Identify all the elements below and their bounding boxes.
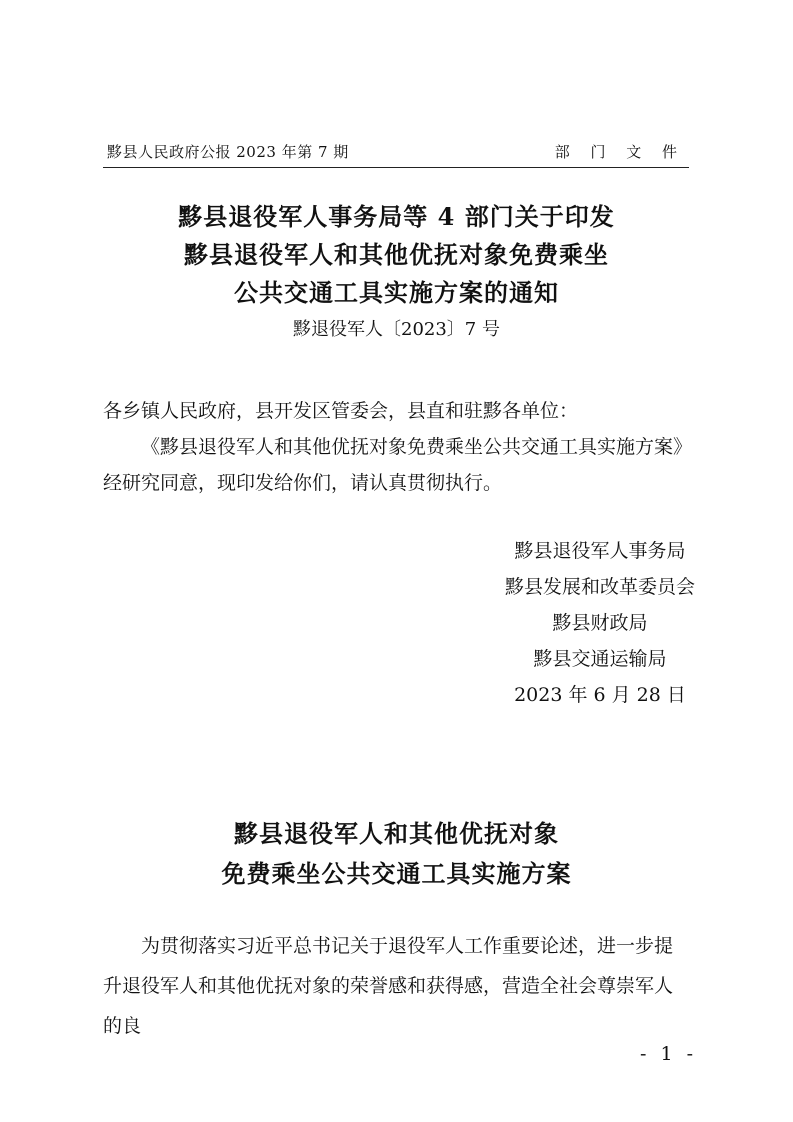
plan-title-line-1: 黟县退役军人和其他优抚对象 <box>234 819 559 848</box>
signatory-transport: 黟县交通运输局 <box>533 648 667 670</box>
addressee: 各乡镇人民政府，县开发区管委会，县直和驻黟各单位： <box>103 400 579 422</box>
notice-body-text: 《黟县退役军人和其他优抚对象免费乘坐公共交通工具实施方案》经研究同意，现印发给你们，请认真贯彻执行。 <box>103 436 683 494</box>
plan-intro-paragraph <box>103 926 689 1046</box>
notice-body-paragraph <box>103 429 689 501</box>
signatory-finance: 黟县财政局 <box>552 612 648 634</box>
notice-title-line-2: 黟县退役军人和其他优抚对象免费乘坐 <box>184 240 609 269</box>
plan-title <box>0 814 793 894</box>
plan-intro-text: 为贯彻落实习近平总书记关于退役军人工作重要论述，进一步提升退役军人和其他优抚对象的荣誉感和获得感，营造全社会尊崇军人的良 <box>103 935 674 1037</box>
notice-title-block <box>0 198 793 346</box>
document-number: 黟退役军人〔2023〕7 号 <box>293 319 500 340</box>
running-header <box>103 140 689 164</box>
header-divider <box>103 167 689 168</box>
signatory-veterans-affairs: 黟县退役军人事务局 <box>514 540 686 562</box>
notice-title-line-3: 公共交通工具实施方案的通知 <box>234 278 559 307</box>
notice-title-line-1: 黟县退役军人事务局等 4 部门关于印发 <box>178 202 615 231</box>
gazette-issue-label: 黟县人民政府公报 2023 年第 7 期 <box>107 143 349 161</box>
plan-title-line-2: 免费乘坐公共交通工具实施方案 <box>221 859 572 888</box>
signature-block <box>480 533 720 713</box>
issue-date: 2023 年 6 月 28 日 <box>514 684 686 706</box>
section-label: 部 门 文 件 <box>554 143 685 161</box>
page-number: - 1 - <box>640 1043 698 1065</box>
signatory-development-reform: 黟县发展和改革委员会 <box>504 576 695 598</box>
